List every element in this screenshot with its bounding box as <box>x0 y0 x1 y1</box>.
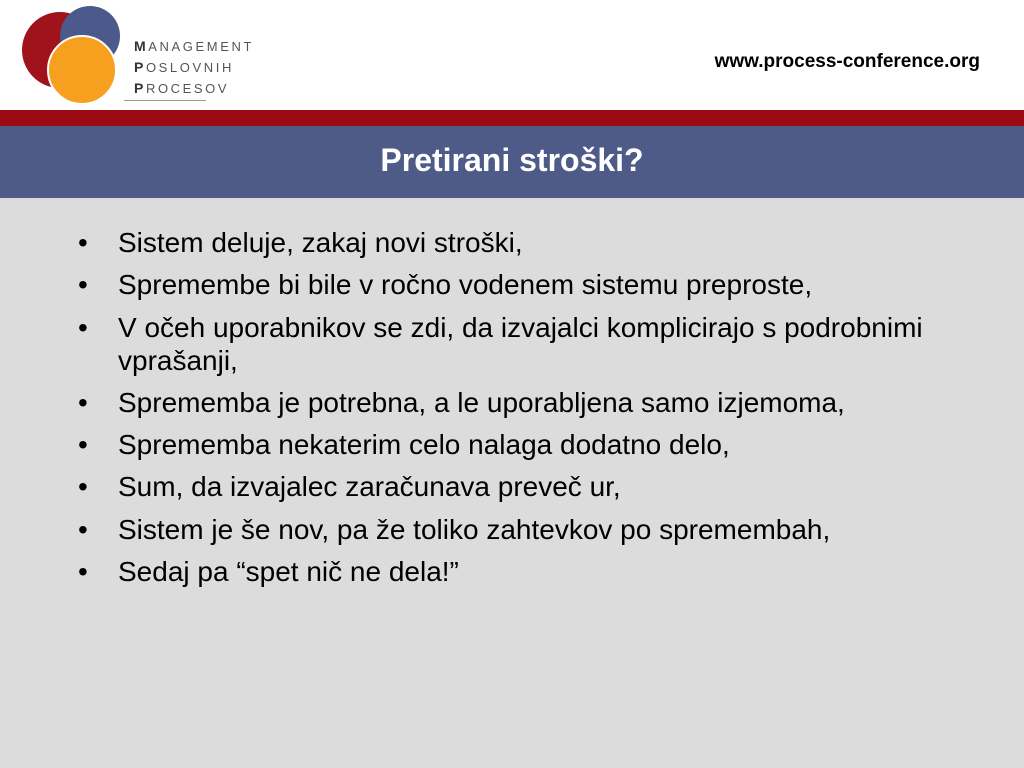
logo-line-2 <box>134 57 254 78</box>
bullet-text: Sum, da izvajalec zaračunava preveč ur, <box>118 471 621 503</box>
slide-title: Pretirani stroški? <box>380 141 644 178</box>
accent-bar <box>0 110 1024 126</box>
logo-initial: P <box>134 59 146 75</box>
bullet-icon: • <box>78 429 88 461</box>
slide-content <box>78 226 958 597</box>
bullet-item <box>78 226 958 259</box>
logo-word: ANAGEMENT <box>148 39 255 54</box>
conference-url[interactable]: www.process-conference.org <box>714 51 980 72</box>
logo-word: ROCESOV <box>145 81 230 96</box>
bullet-text: Sedaj pa “spet nič ne dela!” <box>118 556 459 588</box>
title-bar <box>0 126 1024 198</box>
header <box>0 0 1024 110</box>
bullet-text: Sprememba je potrebna, a le uporabljena samo izjemoma, <box>118 386 845 418</box>
logo-initial: M <box>134 38 149 54</box>
logo-word: OSLOVNIH <box>145 60 234 75</box>
bullet-text: Spremembe bi bile v ročno vodenem sistemu preproste, <box>118 269 813 301</box>
logo-line-1 <box>134 36 254 57</box>
logo-initial: P <box>134 80 146 96</box>
bullet-icon: • <box>78 471 88 503</box>
logo-orange-circle <box>48 36 116 104</box>
bullet-icon: • <box>78 269 88 301</box>
bullet-item <box>78 311 958 377</box>
bullet-item <box>78 555 958 588</box>
bullet-icon: • <box>78 386 88 418</box>
bullet-text: Sprememba nekaterim celo nalaga dodatno delo, <box>118 429 730 461</box>
bullet-icon: • <box>78 227 88 258</box>
bullet-item <box>78 428 958 461</box>
bullet-item <box>78 470 958 503</box>
bullet-icon: • <box>78 556 88 588</box>
logo-underline <box>124 100 206 101</box>
logo-line-3 <box>134 78 254 99</box>
bullet-icon: • <box>78 513 88 545</box>
logo-circles-icon <box>18 4 128 108</box>
logo-text <box>134 36 254 99</box>
bullet-icon: • <box>78 311 88 343</box>
bullet-text: V očeh uporabnikov se zdi, da izvajalci komplicirajo s podrobnimi vprašanji, <box>118 311 923 376</box>
bullet-text: Sistem je še nov, pa že toliko zahtevkov po spremembah, <box>118 513 831 545</box>
bullet-item <box>78 513 958 546</box>
bullet-text: Sistem deluje, zakaj novi stroški, <box>118 227 523 258</box>
bullet-list <box>78 226 958 588</box>
bullet-item <box>78 386 958 419</box>
bullet-item <box>78 268 958 301</box>
